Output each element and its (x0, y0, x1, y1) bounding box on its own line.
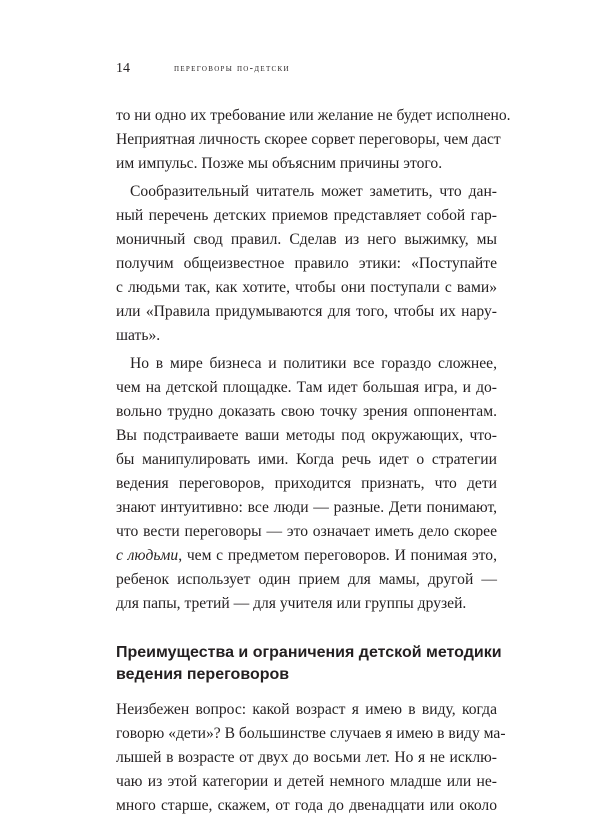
text-line: лышей в возрасте от двух до восьми лет. Но я не исклю- (116, 749, 497, 766)
text-line: Неприятная личность скорее сорвет переговоры, чем даст (116, 131, 501, 148)
body-text (116, 104, 511, 818)
running-header (116, 60, 496, 80)
text-line: для папы, третий — для учителя или группы друзей. (116, 595, 467, 612)
text-line: получим общеизвестное правило этики: «Поступайте (116, 255, 497, 272)
text-line: ребенок использует один прием для мамы, другой — (116, 571, 497, 588)
text-line: чаю из этой категории и детей немного младше или не- (116, 773, 497, 790)
text-line: моничный свод правил. Сделав из него выжимку, мы (116, 231, 497, 248)
text-line: что вести переговоры — это означает иметь дело скорее (116, 523, 497, 540)
paragraph-1 (116, 104, 511, 176)
page-number: 14 (116, 61, 130, 76)
text-line: то ни одно их требование или желание не будет исполнено. (116, 107, 511, 124)
text-line: ный перечень детских приемов представляет собой гар- (116, 207, 497, 224)
text-line: много старше, скажем, от года до двенадцати или около (116, 797, 497, 814)
paragraph-3 (116, 352, 497, 616)
running-title: переговоры по-детски (174, 63, 290, 74)
text-line (116, 544, 497, 568)
text-line: шать». (116, 327, 161, 344)
text-line: ведения переговоров, приходится признать, что дети (116, 475, 497, 492)
text-fragment: , чем с предметом переговоров. И понимая это, (178, 547, 497, 564)
text-line: знают интуитивно: все люди — разные. Дети понимают, (116, 499, 497, 516)
text-line: Неизбежен вопрос: какой возраст я имею в виду, когда (116, 701, 497, 718)
text-line: говорю «дети»? В большинстве случаев я имею в виду ма- (116, 725, 506, 742)
text-line: бы манипулировать ими. Когда речь идет о стратегии (116, 451, 497, 468)
heading-line: ведения переговоров (116, 666, 290, 683)
section-heading (116, 642, 502, 686)
text-line: им импульс. Позже мы объясним причины этого. (116, 155, 443, 172)
text-line: вольно трудно доказать свою точку зрения оппонентам. (116, 403, 497, 420)
text-line: с людьми так, как хотите, чтобы они поступали с вами» (116, 279, 497, 296)
text-line: Сообразительный читатель может заметить, что дан- (130, 183, 497, 200)
heading-line: Преимущества и ограничения детской методики (116, 644, 502, 661)
text-line: чем на детской площадке. Там идет большая игра, и до- (116, 379, 497, 396)
text-line: Вы подстраиваете ваши методы под окружающих, что- (116, 427, 497, 444)
paragraph-2 (116, 180, 497, 348)
text-line: или «Правила придумываются для того, чтобы их нару- (116, 303, 497, 320)
paragraph-4 (116, 698, 506, 818)
italic-phrase: с людьми (116, 547, 179, 564)
text-line: Но в мире бизнеса и политики все гораздо сложнее, (130, 355, 497, 372)
